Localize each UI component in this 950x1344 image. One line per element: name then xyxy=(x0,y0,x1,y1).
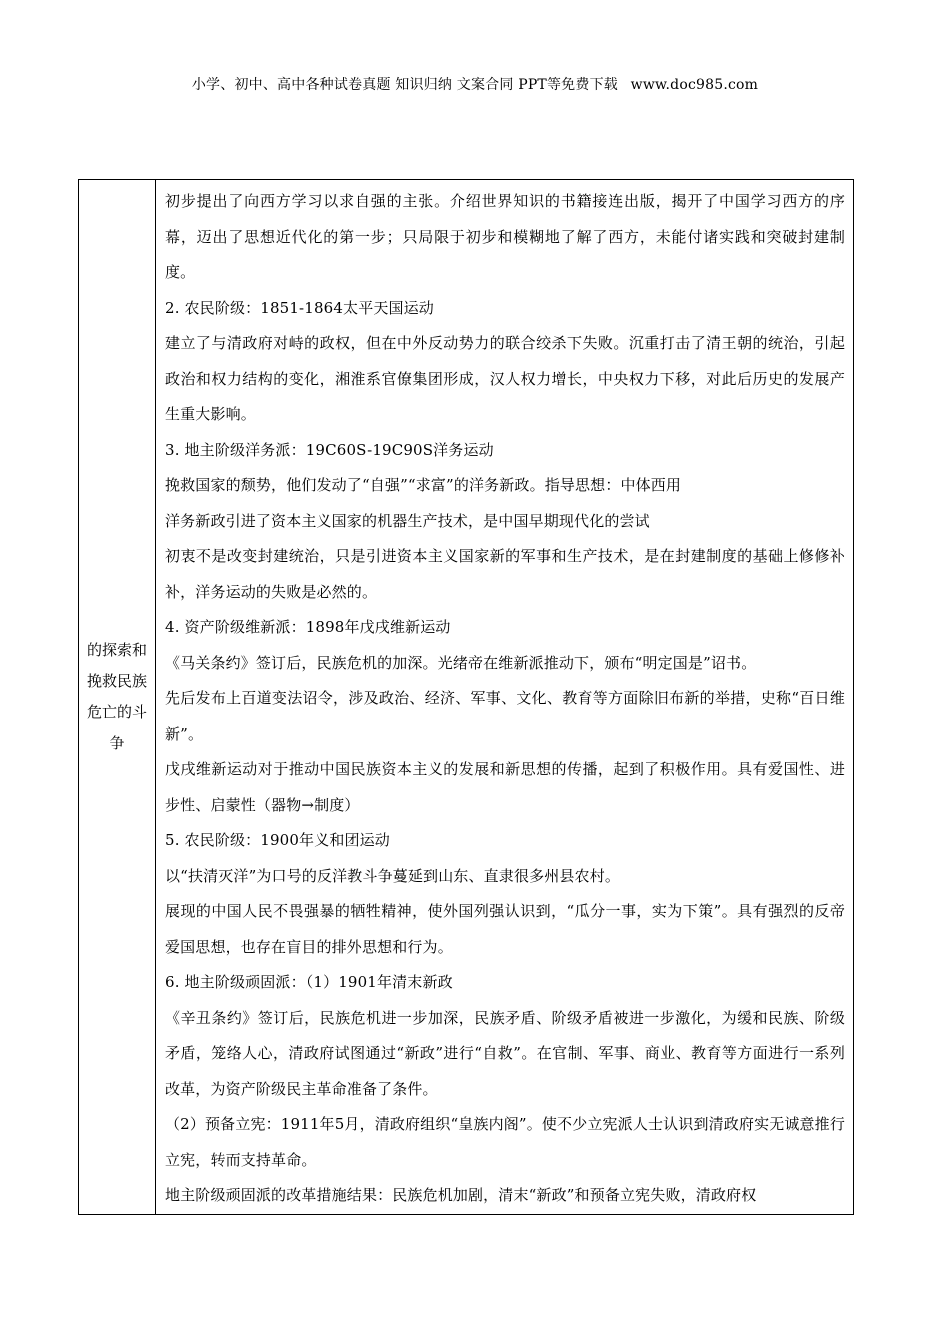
topic-line-3: 危亡的斗 xyxy=(86,702,147,721)
paragraph: 先后发布上百道变法诏令，涉及政治、经济、军事、文化、教育等方面除旧布新的举措，史称“百日维新”。 xyxy=(165,689,845,743)
paragraph: 《辛丑条约》签订后，民族危机进一步加深，民族矛盾、阶级矛盾被进一步激化，为缓和民族、阶级矛盾，笼络人心，清政府试图通过“新政”进行“自救”。在官制、军事、商业、教育等方面进行一系列改革，为资产阶级民主革命准备了条件。 xyxy=(165,1008,845,1098)
section-heading: 6. 地主阶级顽固派：（1）1901年清末新政 xyxy=(165,973,453,991)
paragraph: 洋务新政引进了资本主义国家的机器生产技术，是中国早期现代化的尝试 xyxy=(165,511,650,530)
paragraph: 地主阶级顽固派的改革措施结果：民族危机加剧，清末“新政”和预备立宪失败，清政府权 xyxy=(165,1186,757,1204)
header-url: www.doc985.com xyxy=(630,77,759,93)
topic-line-4: 争 xyxy=(109,733,125,752)
topic-cell xyxy=(79,180,156,1215)
content-cell xyxy=(156,180,854,1215)
section-heading: 4. 资产阶级维新派：1898年戊戌维新运动 xyxy=(165,618,451,636)
paragraph: 戊戌维新运动对于推动中国民族资本主义的发展和新思想的传播，起到了积极作用。具有爱国性、进步性、启蒙性（器物→制度） xyxy=(165,760,845,814)
section-heading: 5. 农民阶级：1900年义和团运动 xyxy=(165,831,390,849)
paragraph: 《马关条约》签订后，民族危机的加深。光绪帝在维新派推动下，颁布“明定国是”诏书。 xyxy=(165,653,757,672)
topic-line-2: 挽救民族 xyxy=(86,671,147,690)
paragraph: 以“扶清灭洋”为口号的反洋教斗争蔓延到山东、直隶很多州县农村。 xyxy=(165,866,620,885)
paragraph: 初衷不是改变封建统治，只是引进资本主义国家新的军事和生产技术，是在封建制度的基础上修修补补，洋务运动的失败是必然的。 xyxy=(165,547,845,601)
section-heading: 3. 地主阶级洋务派：19C60S-19C90S洋务运动 xyxy=(165,440,494,459)
topic-line-1: 的探索和 xyxy=(86,640,147,659)
content-table xyxy=(78,179,854,1215)
content-body xyxy=(156,180,853,1214)
paragraph: 挽救国家的颓势，他们发动了“自强”“求富”的洋务新政。指导思想：中体西用 xyxy=(165,476,682,494)
page-header xyxy=(0,74,950,94)
section-heading: 2. 农民阶级：1851-1864太平天国运动 xyxy=(165,298,434,317)
header-text: 小学、初中、高中各种试卷真题 知识归纳 文案合同 PPT等免费下载 xyxy=(191,77,618,93)
paragraph: 初步提出了向西方学习以求自强的主张。介绍世界知识的书籍接连出版，揭开了中国学习西方的序幕，迈出了思想近代化的第一步；只局限于初步和模糊地了解了西方，未能付诸实践和突破封建制度。 xyxy=(165,192,845,281)
paragraph: 建立了与清政府对峙的政权，但在中外反动势力的联合绞杀下失败。沉重打击了清王朝的统治，引起政治和权力结构的变化，湘淮系官僚集团形成，汉人权力增长，中央权力下移，对此后历史的发展产生重大影响。 xyxy=(165,334,845,423)
paragraph: 展现的中国人民不畏强暴的牺牲精神，使外国列强认识到，“瓜分一事，实为下策”。具有强烈的反帝爱国思想，也存在盲目的排外思想和行为。 xyxy=(165,902,845,956)
table-row xyxy=(79,180,854,1215)
paragraph: （2）预备立宪：1911年5月，清政府组织“皇族内阁”。使不少立宪派人士认识到清政府实无诚意推行立宪，转而支持革命。 xyxy=(165,1115,845,1169)
